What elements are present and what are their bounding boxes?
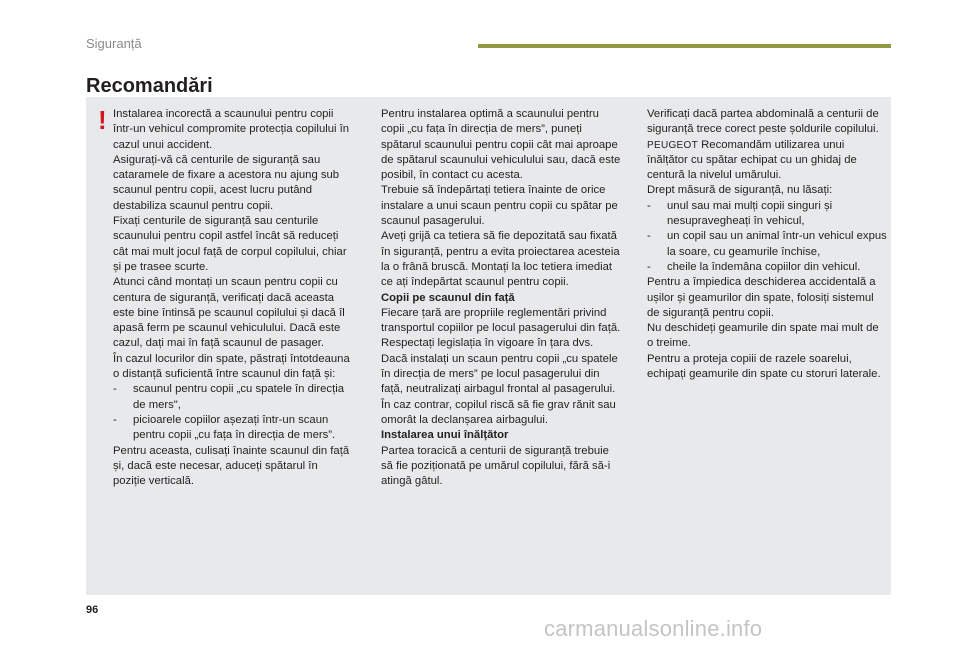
paragraph: Asigurați-vă că centurile de siguranță sau cataramele de fixare a acestora nu ajung sub scaunul pentru copii, acest lucru putând destabiliza scaunul pentru copii. [113,153,340,212]
list-item-text: cheile la îndemâna copiilor din vehicul. [667,260,861,273]
paragraph: În cazul locurilor din spate, păstrați întotdeauna o distanță suficientă între scaunul din față și: [113,352,350,381]
paragraph: Fiecare țară are propriile reglementări privind transportul copiilor pe locul pasagerului din față. Respectați legislația în vigoare în țara dvs. [381,306,621,350]
list-item [647,199,887,230]
list-item [113,413,353,444]
paragraph: Drept măsură de siguranță, nu lăsați: [647,184,833,197]
text-column-2 [381,107,623,489]
paragraph: Pentru a împiedica deschiderea accidentală a ușilor și geamurilor din spate, folosiți sistemul de siguranță pentru copii. [647,276,876,319]
list-bullet: - [647,199,651,212]
paragraph: Atunci când montați un scaun pentru copii cu centura de siguranță, verificați dacă aceasta este bine întinsă pe scaunul copilului și dacă îl apasă ferm pe scaunul vehiculului. Dacă este cazul, dați mai în față scaunul de pasager. [113,276,345,350]
paragraph: Nu deschideți geamurile din spate mai mult de o treime. [647,322,879,350]
page-title: Recomandări [86,75,213,97]
paragraph [647,138,887,184]
paragraph: Partea toracică a centurii de siguranță trebuie să fie poziționată pe umărul copilului, fără să-i atingă gâtul. [381,444,611,488]
subheading: Instalarea unui înălțător [381,429,509,442]
list-bullet: - [113,383,117,396]
list-item-text: picioarele copiilor așezați într-un scaun pentru copii „cu fața în direcția de mers”. [133,413,336,442]
text-column-1 [113,107,353,489]
paragraph: Dacă instalați un scaun pentru copii „cu spatele în direcția de mers” pe locul pasagerului din față, neutralizați airbagul frontal al pasagerului. [381,352,618,396]
page-number: 96 [86,604,99,616]
paragraph: Trebuie să îndepărtați tetiera înainte de orice instalare a unui scaun pentru copii cu spătar pe scaunul pasagerului. [381,184,618,228]
subheading: Copii pe scaunul din față [381,291,515,304]
exclamation-icon: ! [98,105,107,135]
brand-name: PEUGEOT [647,139,698,151]
text-column-3 [647,107,887,382]
list-item [113,382,353,413]
list-bullet: - [113,413,117,426]
paragraph: Pentru instalarea optimă a scaunului pentru copii „cu fața în direcția de mers”, puneți spătarul scaunului pentru copii cât mai aproape de spătarul scaunului vehiculului sau, dacă este posibil, în contact cu acesta. [381,108,621,182]
list-bullet: - [647,260,651,273]
paragraph: Pentru aceasta, culisați înainte scaunul din față și, dacă este necesar, aduceți spătarul în poziție verticală. [113,444,350,488]
paragraph: Pentru a proteja copiii de razele soarelui, echipați geamurile din spate cu storuri laterale. [647,352,881,381]
list-bullet: - [647,230,651,243]
list-item [647,229,887,260]
paragraph: În caz contrar, copilul riscă să fie grav rănit sau omorât la declanșarea airbagului. [381,398,616,426]
paragraph: Aveți grijă ca tetiera să fie depozitată sau fixată în siguranță, pentru a evita proiectarea acesteia la o frână bruscă. Montați la loc tetiera imediat ce ați îndepărtat scaunul pentru copii. [381,230,620,289]
list-item-text: un copil sau un animal într-un vehicul expus la soare, cu geamurile închise, [667,230,887,258]
watermark: carmanualsonline.info [544,616,763,641]
paragraph: Fixați centurile de siguranță sau centurile scaunului pentru copil astfel încât să reduceți cât mai mult jocul față de corpul copilului, chiar și pe trasee scurte. [113,215,347,273]
paragraph-text: Recomandăm utilizarea unui înălțător cu spătar echipat cu un ghidaj de centură la nivelul umărului. [647,138,857,182]
list-item-text: scaunul pentru copii „cu spatele în direcția de mers", [133,383,344,411]
header-rule [478,44,891,48]
section-label: Siguranță [86,36,142,51]
list-item-text: unul sau mai mulți copii singuri și nesupravegheați în vehicul, [667,199,833,228]
paragraph: Instalarea incorectă a scaunului pentru copii într-un vehicul compromite protecția copilului în cazul unui accident. [113,108,350,151]
list-item [647,260,887,275]
warning-panel [86,97,891,595]
paragraph: Verificați dacă partea abdominală a centurii de siguranță trece corect peste șoldurile copilului. [647,108,879,136]
